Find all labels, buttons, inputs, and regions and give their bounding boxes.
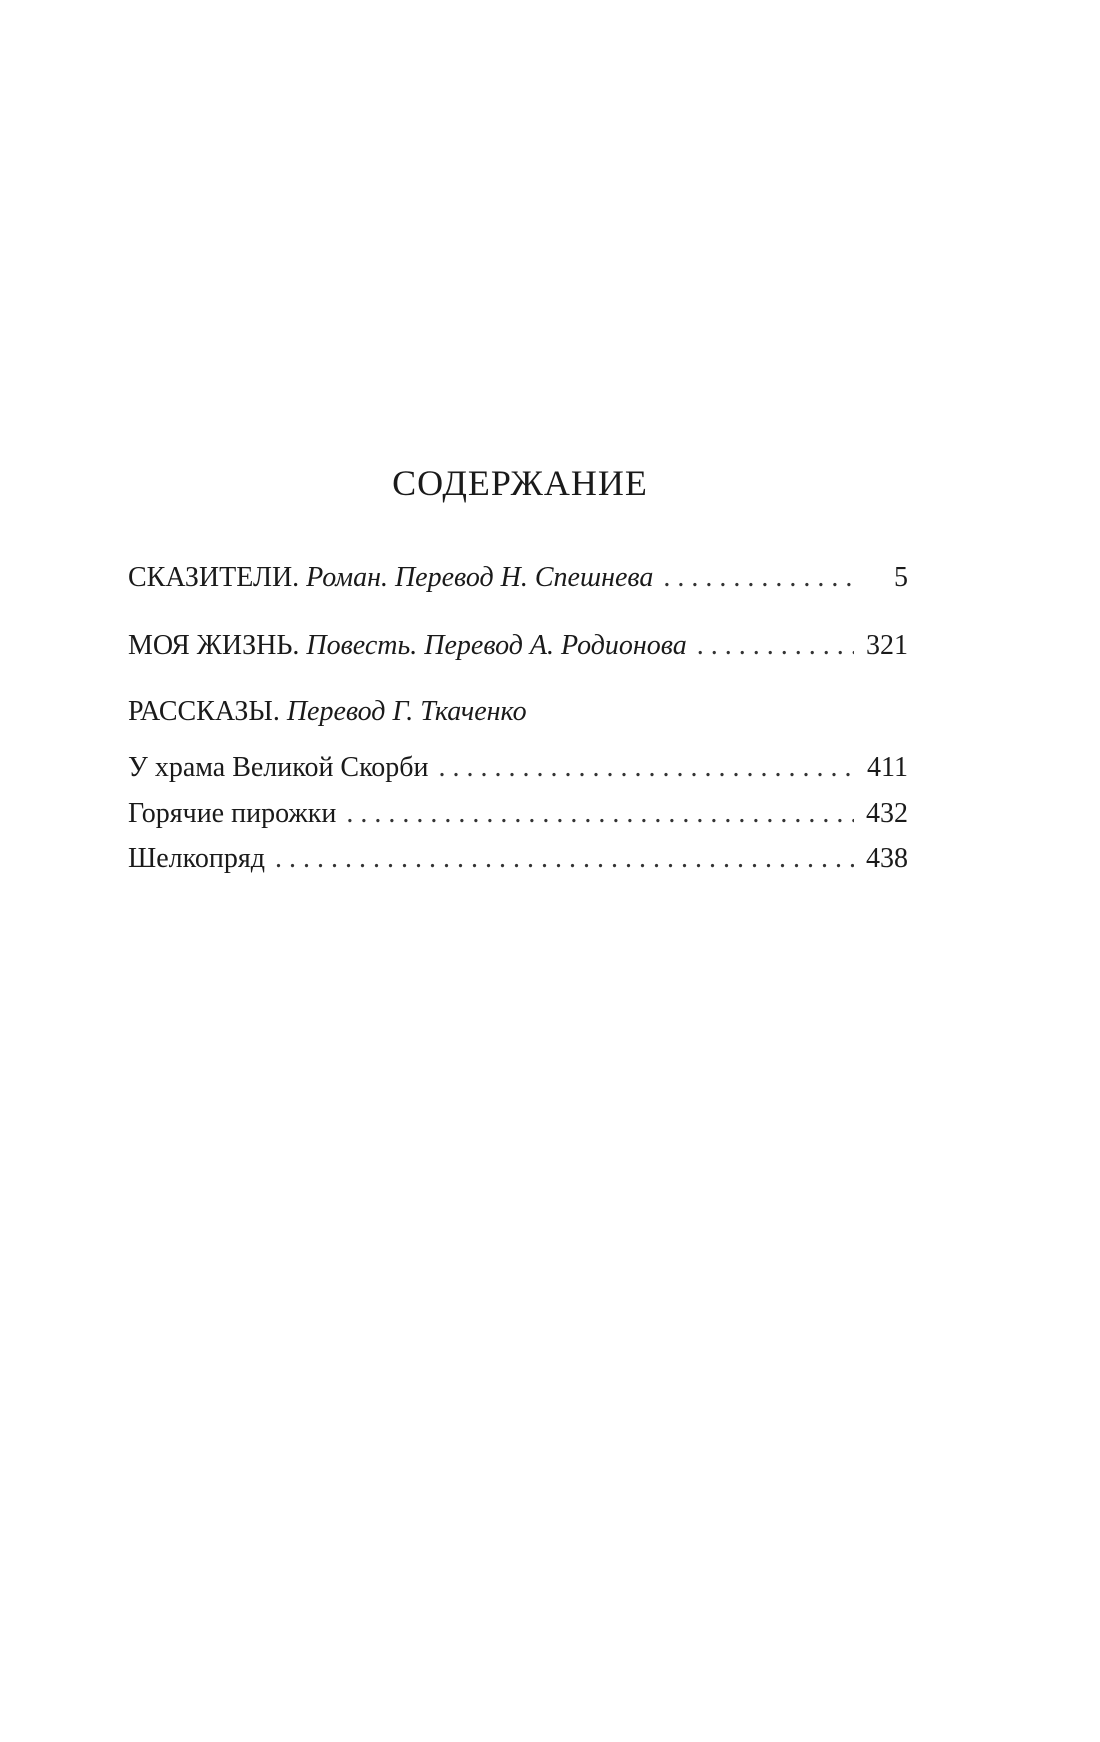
entry-page-number: 432 (866, 798, 908, 829)
entry-page-number: 5 (894, 562, 908, 593)
entry-title: Горячие пирожки (128, 798, 337, 829)
toc-entry[interactable] (128, 628, 908, 664)
entry-subtitle: Перевод Г. Ткаченко (286, 696, 527, 727)
toc-entry[interactable] (128, 560, 908, 596)
leader-dots (439, 750, 854, 786)
entry-title: Шелкопряд (128, 843, 265, 874)
toc-section-heading (128, 694, 908, 730)
leader-dots (275, 841, 854, 877)
entry-page-number: 321 (866, 630, 908, 661)
leader-dots (346, 796, 854, 832)
entry-title: МОЯ ЖИЗНЬ. (128, 630, 300, 661)
entry-title: РАССКАЗЫ. (128, 696, 280, 727)
entry-subtitle: Роман. Перевод Н. Спешнева (306, 562, 654, 593)
leader-dots (697, 628, 854, 664)
entry-page-number: 438 (866, 843, 908, 874)
leader-dots (663, 560, 854, 596)
entry-page-number: 411 (867, 752, 908, 783)
page-title: СОДЕРЖАНИЕ (392, 463, 648, 503)
entry-title: СКАЗИТЕЛИ. (128, 562, 300, 593)
entry-title: У храма Великой Скорби (128, 752, 429, 783)
toc-entry[interactable] (128, 796, 908, 832)
entry-subtitle: Повесть. Перевод А. Родионова (306, 630, 687, 661)
toc-entry[interactable] (128, 750, 908, 786)
toc-entry[interactable] (128, 841, 908, 877)
